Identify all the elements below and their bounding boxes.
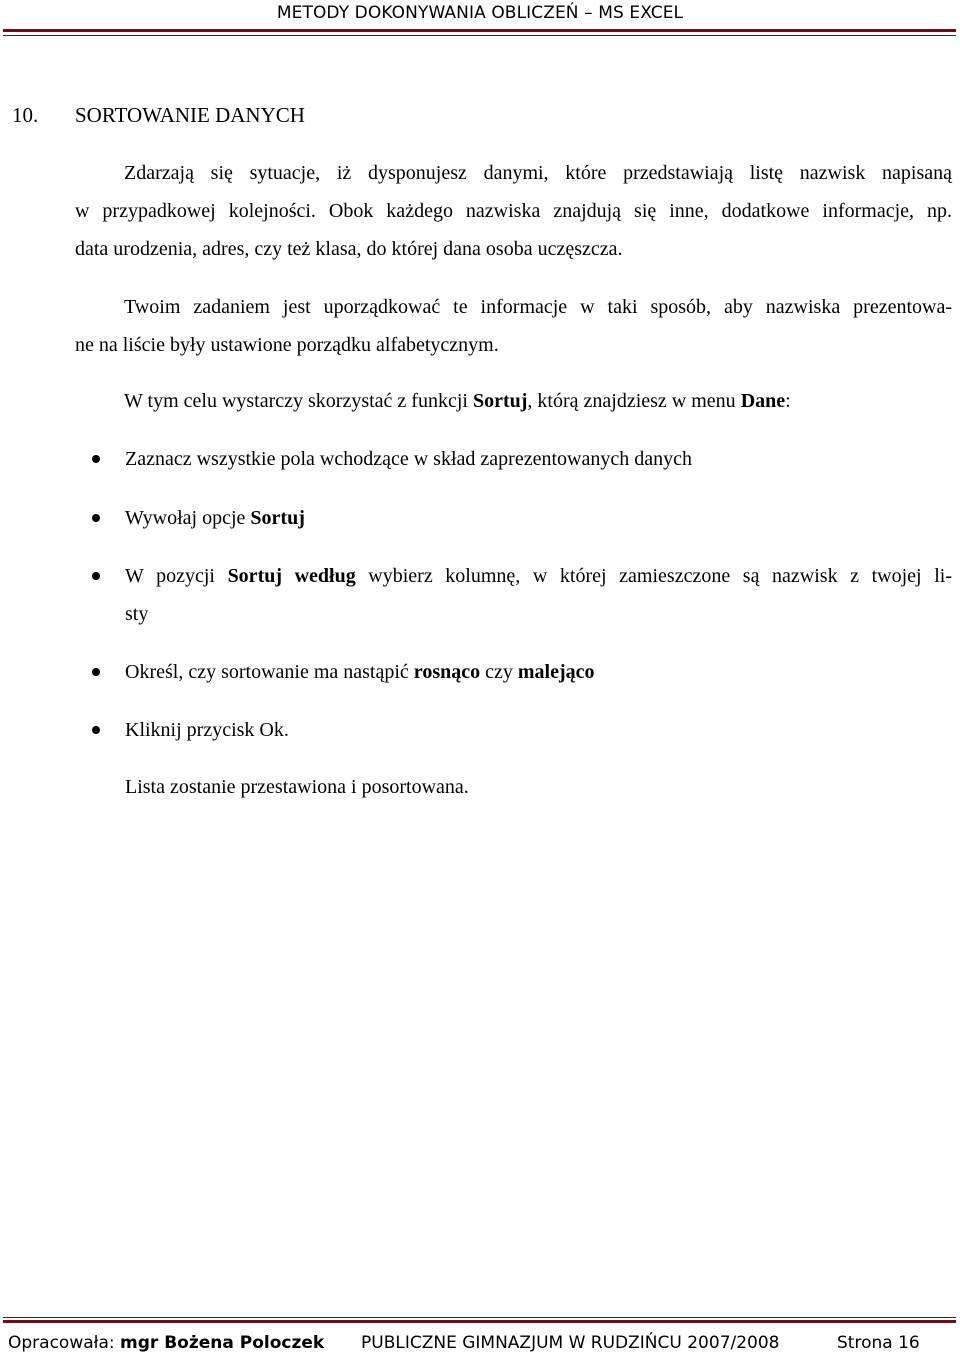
instruction-prefix: W tym celu wystarczy skorzystać z funkcji [124, 390, 473, 412]
paragraph-task-line-1: Twoim zadaniem jest uporządkować te informacje w taki sposób, aby nazwiska prezentowa- [124, 296, 952, 318]
instruction-sortuj: Sortuj [472, 390, 528, 412]
list-item-prefix: Określ, czy sortowanie ma nastąpić [125, 661, 414, 683]
section-title: SORTOWANIE DANYCH [75, 103, 305, 127]
paragraph-instruction-line [75, 382, 952, 420]
instruction-dane: Dane [740, 390, 786, 412]
footer [8, 1332, 923, 1354]
paragraph-intro-line-3: data urodzenia, adres, czy też klasa, do której dana osoba uczęszcza. [75, 238, 623, 260]
footer-school: PUBLICZNE GIMNAZJUM W RUDZIŃCU 2007/2008 [361, 1333, 780, 1353]
header-title: METODY DOKONYWANIA OBLICZEŃ – MS EXCEL [276, 3, 684, 23]
paragraph-instruction [75, 382, 952, 420]
paragraph-intro-line-2: w przypadkowej kolejności. Obok każdego nazwiska znajdują się inne, dodatkowe informacje, np. [75, 200, 952, 222]
bullet-icon [92, 572, 100, 580]
section-number: 10. [12, 103, 39, 127]
list-item-prefix: Wywołaj opcje [125, 507, 251, 529]
footer-author-label: Opracowała: [8, 1333, 121, 1353]
list-item [125, 440, 952, 478]
list-item-text-continued: sty [125, 603, 149, 625]
list-item-text [125, 557, 952, 595]
section-heading [12, 103, 305, 127]
list-item-text: Zaznacz wszystkie pola wchodzące w skład zaprezentowanych danych [125, 448, 692, 470]
bullet-icon [92, 455, 100, 463]
list-item-prefix: W pozycji [125, 565, 228, 587]
list-item-bold-rosnaco: rosnąco [413, 661, 481, 683]
list-item [125, 557, 952, 633]
header-rule-thin [3, 35, 956, 36]
footer-page-number: Strona 16 [837, 1333, 920, 1353]
list-item-middle: czy [480, 661, 518, 683]
list-item-bold: Sortuj [250, 507, 305, 529]
instruction-suffix: : [785, 390, 791, 412]
bullet-icon [92, 726, 100, 734]
paragraph-task-line-2: ne na liście były ustawione porządku alfabetycznym. [75, 334, 499, 356]
list-item [125, 711, 952, 749]
footer-rule [3, 1320, 956, 1323]
bullet-icon [92, 514, 100, 522]
paragraph-intro-line-1: Zdarzają się sytuacje, iż dysponujesz danymi, które przedstawiają listę nazwisk napisaną [124, 162, 952, 184]
list-item [125, 653, 952, 691]
list-item-suffix: wybierz kolumnę, w której zamieszczone są nazwisk z twojej li- [355, 565, 952, 587]
instruction-middle: , którą znajdziesz w menu [527, 390, 741, 412]
list-item-text [125, 499, 952, 537]
footer-rule-thin [3, 1317, 956, 1318]
list-item-text: Kliknij przycisk Ok. [125, 719, 289, 741]
paragraph-intro [75, 154, 952, 268]
bullet-icon [92, 668, 100, 676]
list-item-text [125, 653, 952, 691]
footer-author-name: mgr Bożena Poloczek [120, 1333, 325, 1353]
closing-text: Lista zostanie przestawiona i posortowana. [125, 776, 469, 798]
paragraph-task [75, 288, 952, 364]
list-item-bold: Sortuj według [227, 565, 356, 587]
list-item-bold-malejaco: malejąco [517, 661, 595, 683]
header-rule [3, 29, 956, 32]
list-item [125, 499, 952, 537]
